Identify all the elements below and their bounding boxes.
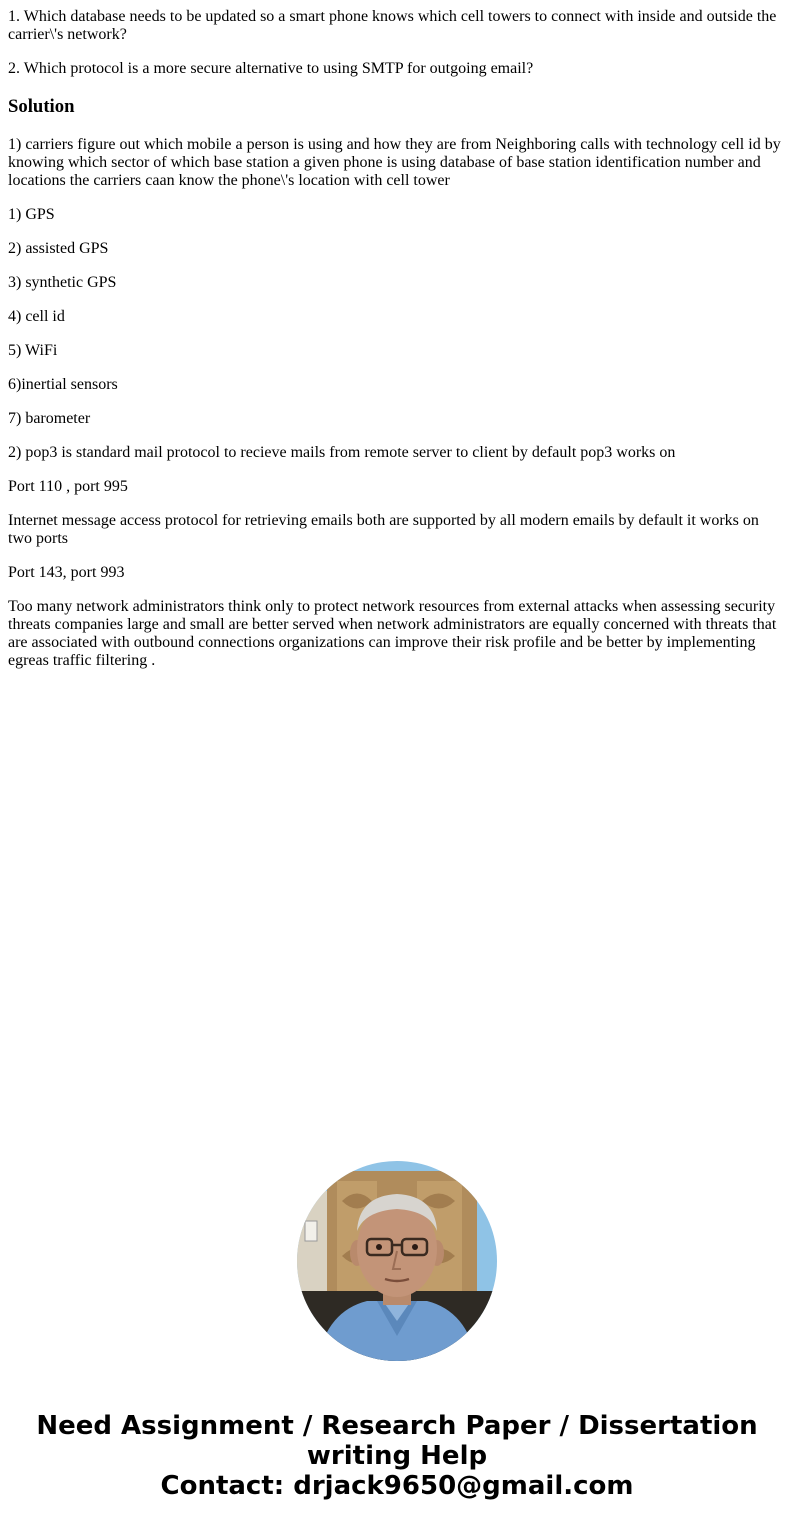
answer-paragraph: 1) carriers figure out which mobile a person is using and how they are from Neighboring calls with technology cell id by knowing which sector of which base station a given phone is using database of base station identification number and locations the carriers caan know the phone\'s location with cell tower xyxy=(8,136,781,189)
answer-paragraph: Internet message access protocol for retrieving emails both are supported by all modern emails by default it works on two ports xyxy=(8,512,759,547)
promo-contact: Contact: drjack9650@gmail.com xyxy=(160,1471,634,1501)
question-1: 1. Which database needs to be updated so a smart phone knows which cell towers to connect with inside and outside the carrier\'s network? xyxy=(8,8,777,43)
answer-paragraph: 3) synthetic GPS xyxy=(8,274,117,291)
promo-line-2: writing Help xyxy=(306,1441,488,1471)
answer-paragraph: 2) assisted GPS xyxy=(8,240,109,257)
author-avatar xyxy=(297,1161,497,1361)
answer-paragraph: Port 143, port 993 xyxy=(8,564,125,581)
answer-paragraph: Port 110 , port 995 xyxy=(8,478,128,495)
answer-paragraph: 7) barometer xyxy=(8,410,91,427)
answer-paragraph: 6)inertial sensors xyxy=(8,376,118,393)
answer-paragraph: Too many network administrators think only to protect network resources from external attacks when assessing security threats companies large and small are better served when network administrators are equally concerned with threats that are associated with outbound connections organizations can improve their risk profile and be better by implementing egreas traffic filtering . xyxy=(8,598,777,669)
answer-paragraph: 4) cell id xyxy=(8,308,65,325)
answer-paragraph: 1) GPS xyxy=(8,206,55,223)
document-body xyxy=(0,8,794,670)
promo-banner xyxy=(0,1411,794,1501)
person-photo-icon xyxy=(297,1161,497,1361)
answer-paragraph: 5) WiFi xyxy=(8,342,58,359)
promo-line-1: Need Assignment / Research Paper / Dissertation xyxy=(36,1411,758,1441)
question-2: 2. Which protocol is a more secure alternative to using SMTP for outgoing email? xyxy=(8,60,534,77)
answer-paragraph: 2) pop3 is standard mail protocol to recieve mails from remote server to client by default pop3 works on xyxy=(8,444,676,461)
solution-heading: Solution xyxy=(8,96,75,117)
